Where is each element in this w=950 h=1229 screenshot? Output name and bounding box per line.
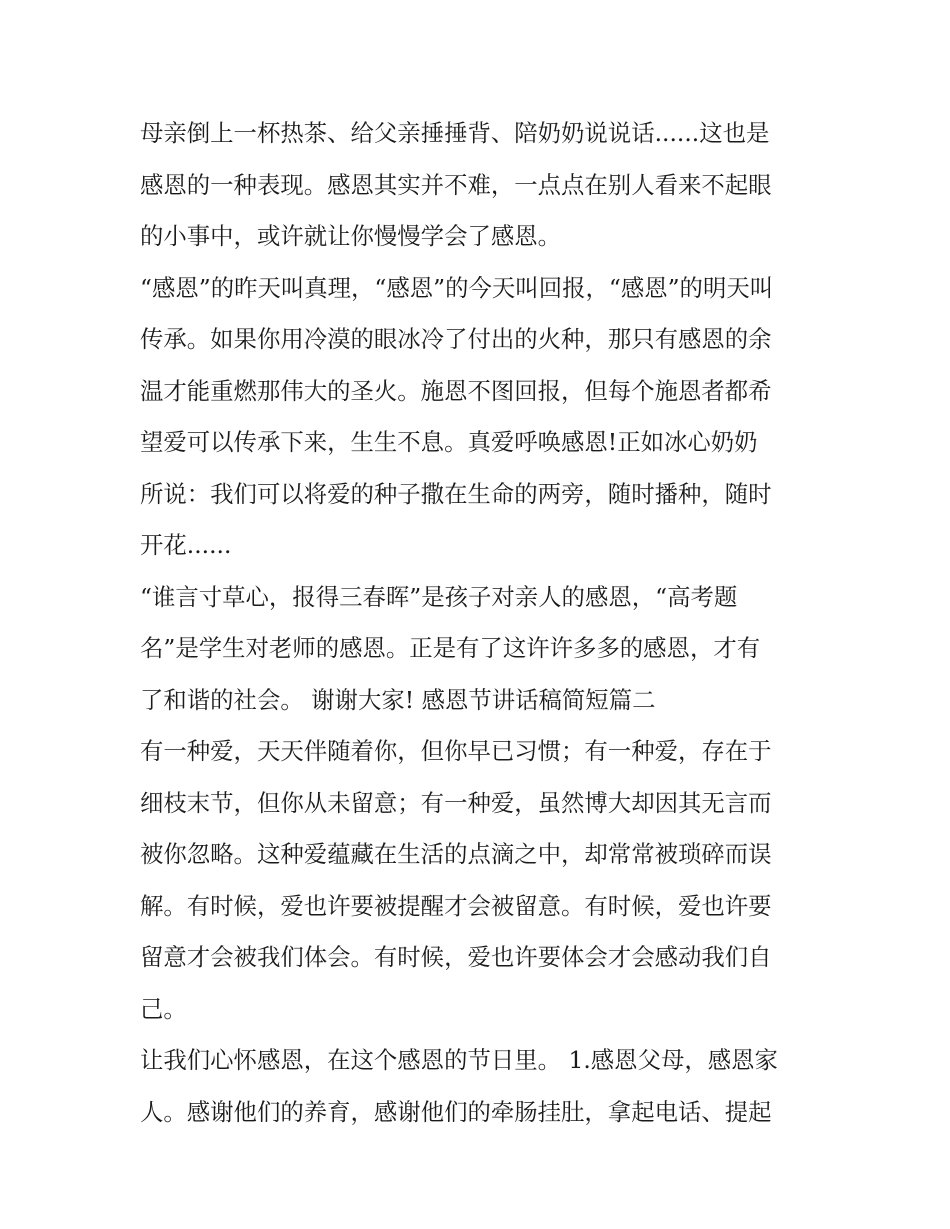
text-line: 己。: [140, 994, 187, 1023]
text-line: 感恩的一种表现。感恩其实并不难，一点点在别人看来不起眼: [140, 170, 772, 199]
text-line: 了和谐的社会。 谢谢大家! 感恩节讲话稿简短篇二: [140, 685, 656, 714]
text-line: 让我们心怀感恩，在这个感恩的节日里。 1.感恩父母，感恩家: [140, 1046, 778, 1074]
text-line: 解。有时候，爱也许要被提醒才会被留意。有时候，爱也许要: [140, 891, 772, 920]
text-line: 温才能重燃那伟大的圣火。施恩不图回报，但每个施恩者都希: [140, 376, 772, 405]
body-text: [140, 108, 830, 1138]
text-line: 所说：我们可以将爱的种子撒在生命的两旁，随时播种，随时: [140, 479, 772, 508]
text-line: “谁言寸草心，报得三春晖”是孩子对亲人的感恩，“高考题: [140, 582, 738, 611]
text-line: “感恩”的昨天叫真理，“感恩”的今天叫回报，“感恩”的明天叫: [140, 273, 774, 302]
text-line: 开花......: [140, 531, 232, 559]
text-line: 有一种爱，天天伴随着你，但你早已习惯；有一种爱，存在于: [140, 737, 772, 765]
text-line: 被你忽略。这种爱蕴藏在生活的点滴之中，却常常被琐碎而误: [140, 840, 772, 868]
text-line: 母亲倒上一杯热茶、给父亲捶捶背、陪奶奶说说话......这也是: [140, 119, 770, 147]
text-line: 的小事中，或许就让你慢慢学会了感恩。: [140, 222, 562, 250]
text-line: 人。感谢他们的养育，感谢他们的牵肠挂肚，拿起电话、提起: [140, 1097, 772, 1126]
text-line: 细枝末节，但你从未留意；有一种爱，虽然博大却因其无言而: [140, 788, 772, 817]
text-line: 传承。如果你用冷漠的眼冰冷了付出的火种，那只有感恩的余: [140, 325, 772, 353]
text-line: 望爱可以传承下来，生生不息。真爱呼唤感恩!正如冰心奶奶: [140, 428, 758, 456]
text-line: 留意才会被我们体会。有时候，爱也许要体会才会感动我们自: [140, 943, 772, 971]
text-line: 名”是学生对老师的感恩。正是有了这许许多多的感恩，才有: [140, 634, 761, 662]
